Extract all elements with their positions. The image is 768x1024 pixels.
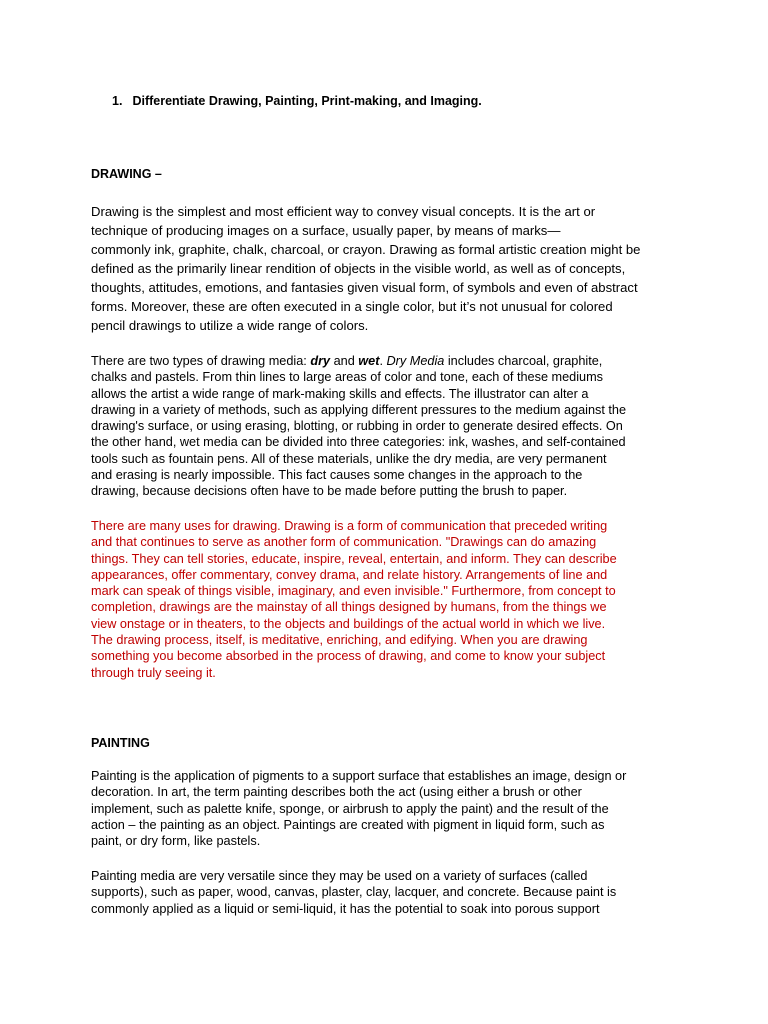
text-line: commonly ink, graphite, chalk, charcoal, or crayon. Drawing as formal artistic creation might be (91, 242, 641, 257)
text-line: action – the painting as an object. Paintings are created with pigment in liquid form, such as (91, 817, 605, 832)
text-line: allows the artist a wide range of mark-making skills and effects. The illustrator can alter a (91, 386, 589, 401)
text-line: Drawing is the simplest and most efficient way to convey visual concepts. It is the art or (91, 204, 596, 219)
text-line: drawing, because decisions often have to be made before putting the brush to paper. (91, 484, 568, 499)
text-line: implement, such as palette knife, sponge, or airbrush to apply the paint) and the result of the (91, 801, 609, 816)
text-line: Painting is the application of pigments to a support surface that establishes an image, design or (91, 769, 627, 783)
text-line: view onstage or in theaters, to the objects and buildings of the actual world in which we live. (91, 616, 606, 631)
question-heading (112, 94, 482, 108)
text-line: appearances, offer commentary, convey drama, and relate history. Arrangements of line and (91, 567, 608, 582)
text-line: and that continues to serve as another form of communication. "Drawings can do amazing (91, 535, 597, 550)
section-title-drawing: DRAWING – (91, 167, 162, 181)
text-line (91, 353, 661, 369)
text-line: technique of producing images on a surface, usually paper, by means of marks— (91, 223, 561, 238)
drawing-paragraph-1 (91, 202, 661, 335)
text-line: chalks and pastels. From thin lines to large areas of color and tone, each of these mediums (91, 370, 604, 385)
question-number: 1. (112, 94, 123, 108)
text-line: supports), such as paper, wood, canvas, plaster, clay, lacquer, and concrete. Because paint is (91, 885, 617, 900)
text-run: . (379, 354, 387, 368)
text-line: the other hand, wet media can be divided into three categories: ink, washes, and self-contained (91, 435, 626, 450)
emphasis-dry-media: Dry Media (386, 354, 445, 368)
text-run: includes charcoal, graphite, (444, 354, 603, 368)
text-line: through truly seeing it. (91, 665, 216, 680)
text-line: completion, drawings are the mainstay of all things designed by humans, from the things we (91, 600, 607, 615)
painting-paragraph-2 (91, 868, 661, 917)
text-line: tools such as fountain pens. All of these materials, unlike the dry media, are very permanent (91, 451, 607, 466)
text-line: pencil drawings to utilize a wide range of colors. (91, 318, 369, 333)
text-line: drawing's surface, or using erasing, blotting, or rubbing in order to generate desired effects. On (91, 419, 623, 434)
text-line: thoughts, attitudes, emotions, and fantasies given visual form, of symbols and even of abstract (91, 280, 638, 295)
text-line: drawing in a variety of methods, such as applying different pressures to the medium against the (91, 402, 627, 417)
text-line: Painting media are very versatile since they may be used on a variety of surfaces (called (91, 869, 588, 883)
text-line: decoration. In art, the term painting describes both the act (using either a brush or other (91, 785, 582, 800)
text-line: mark can speak of things visible, imaginary, and even invisible." Furthermore, from concept to (91, 584, 616, 599)
text-line: things. They can tell stories, educate, inspire, reveal, entertain, and inform. They can describe (91, 551, 617, 566)
text-line: There are many uses for drawing. Drawing is a form of communication that preceded writing (91, 519, 608, 533)
text-line: something you become absorbed in the process of drawing, and come to know your subject (91, 649, 606, 664)
drawing-paragraph-3 (91, 518, 661, 681)
text-run: There are two types of drawing media: (91, 354, 311, 368)
painting-paragraph-1 (91, 768, 661, 849)
question-text: Differentiate Drawing, Painting, Print-making, and Imaging. (132, 94, 482, 108)
text-run: and (330, 354, 359, 368)
emphasis-wet: wet (358, 354, 380, 368)
text-line: and erasing is nearly impossible. This fact causes some changes in the approach to the (91, 468, 583, 483)
emphasis-dry: dry (310, 354, 331, 368)
text-line: commonly applied as a liquid or semi-liquid, it has the potential to soak into porous support (91, 901, 600, 916)
drawing-paragraph-2 (91, 353, 661, 500)
text-line: defined as the primarily linear rendition of objects in the visible world, as well as of concepts, (91, 261, 626, 276)
text-line: The drawing process, itself, is meditative, enriching, and edifying. When you are drawing (91, 633, 588, 648)
text-line: paint, or dry form, like pastels. (91, 834, 261, 849)
section-title-painting: PAINTING (91, 736, 150, 750)
text-line: forms. Moreover, these are often executed in a single color, but it’s not unusual for colored (91, 299, 613, 314)
